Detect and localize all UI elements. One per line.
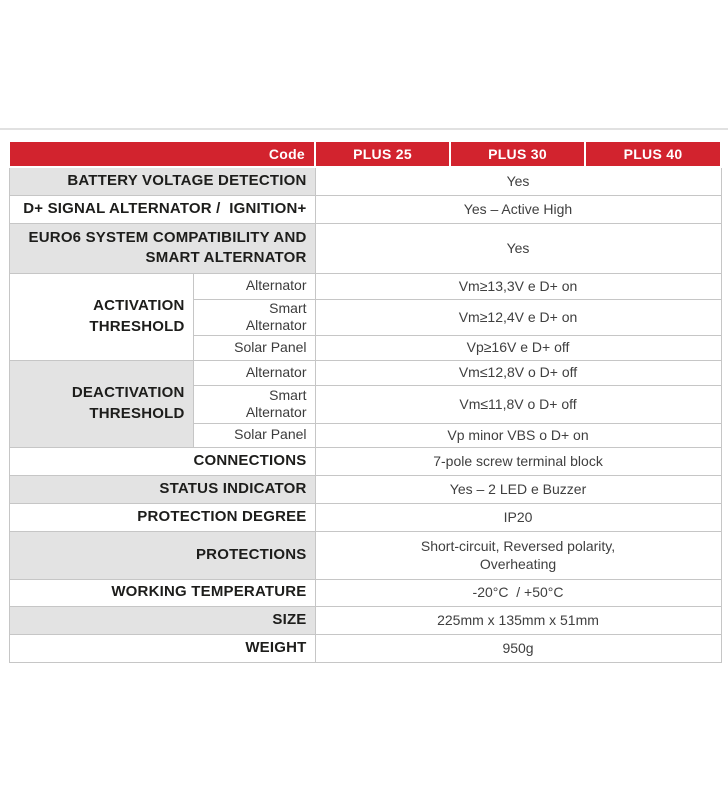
row-working-temperature <box>9 579 721 606</box>
value-deactivation-solar-panel: Vp minor VBS o D+ on <box>315 423 721 447</box>
label-working-temperature: WORKING TEMPERATURE <box>9 579 315 606</box>
row-protection-degree <box>9 503 721 531</box>
label-dplus-signal: D+ SIGNAL ALTERNATOR / IGNITION+ <box>9 195 315 223</box>
row-activation-alternator <box>9 273 721 299</box>
row-battery-voltage-detection <box>9 167 721 195</box>
value-size: 225mm x 135mm x 51mm <box>315 606 721 634</box>
label-size: SIZE <box>9 606 315 634</box>
value-battery-voltage-detection: Yes <box>315 167 721 195</box>
value-activation-solar-panel: Vp≥16V e D+ off <box>315 335 721 360</box>
row-size <box>9 606 721 634</box>
header-code: Code <box>9 141 315 167</box>
label-protection-degree: PROTECTION DEGREE <box>9 503 315 531</box>
value-connections: 7-pole screw terminal block <box>315 447 721 475</box>
value-protection-degree: IP20 <box>315 503 721 531</box>
value-working-temperature: -20°C / +50°C <box>315 579 721 606</box>
value-deactivation-smart-alternator: Vm≤11,8V o D+ off <box>315 385 721 423</box>
row-protections <box>9 531 721 579</box>
row-euro6 <box>9 223 721 273</box>
value-status-indicator: Yes – 2 LED e Buzzer <box>315 475 721 503</box>
row-dplus-signal <box>9 195 721 223</box>
row-status-indicator <box>9 475 721 503</box>
top-divider <box>0 128 728 130</box>
value-activation-alternator: Vm≥13,3V e D+ on <box>315 273 721 299</box>
spec-table <box>8 140 722 663</box>
label-activation-threshold: ACTIVATION THRESHOLD <box>9 273 193 360</box>
row-connections <box>9 447 721 475</box>
sublabel-activation-alternator: Alternator <box>193 273 315 299</box>
value-deactivation-alternator: Vm≤12,8V o D+ off <box>315 360 721 385</box>
label-protections: PROTECTIONS <box>9 531 315 579</box>
header-row <box>9 141 721 167</box>
label-weight: WEIGHT <box>9 634 315 662</box>
row-deactivation-alternator <box>9 360 721 385</box>
sublabel-activation-smart-alternator: Smart Alternator <box>193 299 315 335</box>
sublabel-deactivation-smart-alternator: Smart Alternator <box>193 385 315 423</box>
sublabel-deactivation-alternator: Alternator <box>193 360 315 385</box>
label-battery-voltage-detection: BATTERY VOLTAGE DETECTION <box>9 167 315 195</box>
label-deactivation-threshold: DEACTIVATION THRESHOLD <box>9 360 193 447</box>
value-protections: Short-circuit, Reversed polarity, Overheating <box>315 531 721 579</box>
value-weight: 950g <box>315 634 721 662</box>
value-activation-smart-alternator: Vm≥12,4V e D+ on <box>315 299 721 335</box>
label-euro6: EURO6 SYSTEM COMPATIBILITY AND SMART ALTERNATOR <box>9 223 315 273</box>
header-plus-40: PLUS 40 <box>585 141 721 167</box>
sublabel-activation-solar-panel: Solar Panel <box>193 335 315 360</box>
header-plus-25: PLUS 25 <box>315 141 450 167</box>
label-connections: CONNECTIONS <box>9 447 315 475</box>
header-plus-30: PLUS 30 <box>450 141 585 167</box>
row-weight <box>9 634 721 662</box>
value-euro6: Yes <box>315 223 721 273</box>
value-dplus-signal: Yes – Active High <box>315 195 721 223</box>
sublabel-deactivation-solar-panel: Solar Panel <box>193 423 315 447</box>
label-status-indicator: STATUS INDICATOR <box>9 475 315 503</box>
